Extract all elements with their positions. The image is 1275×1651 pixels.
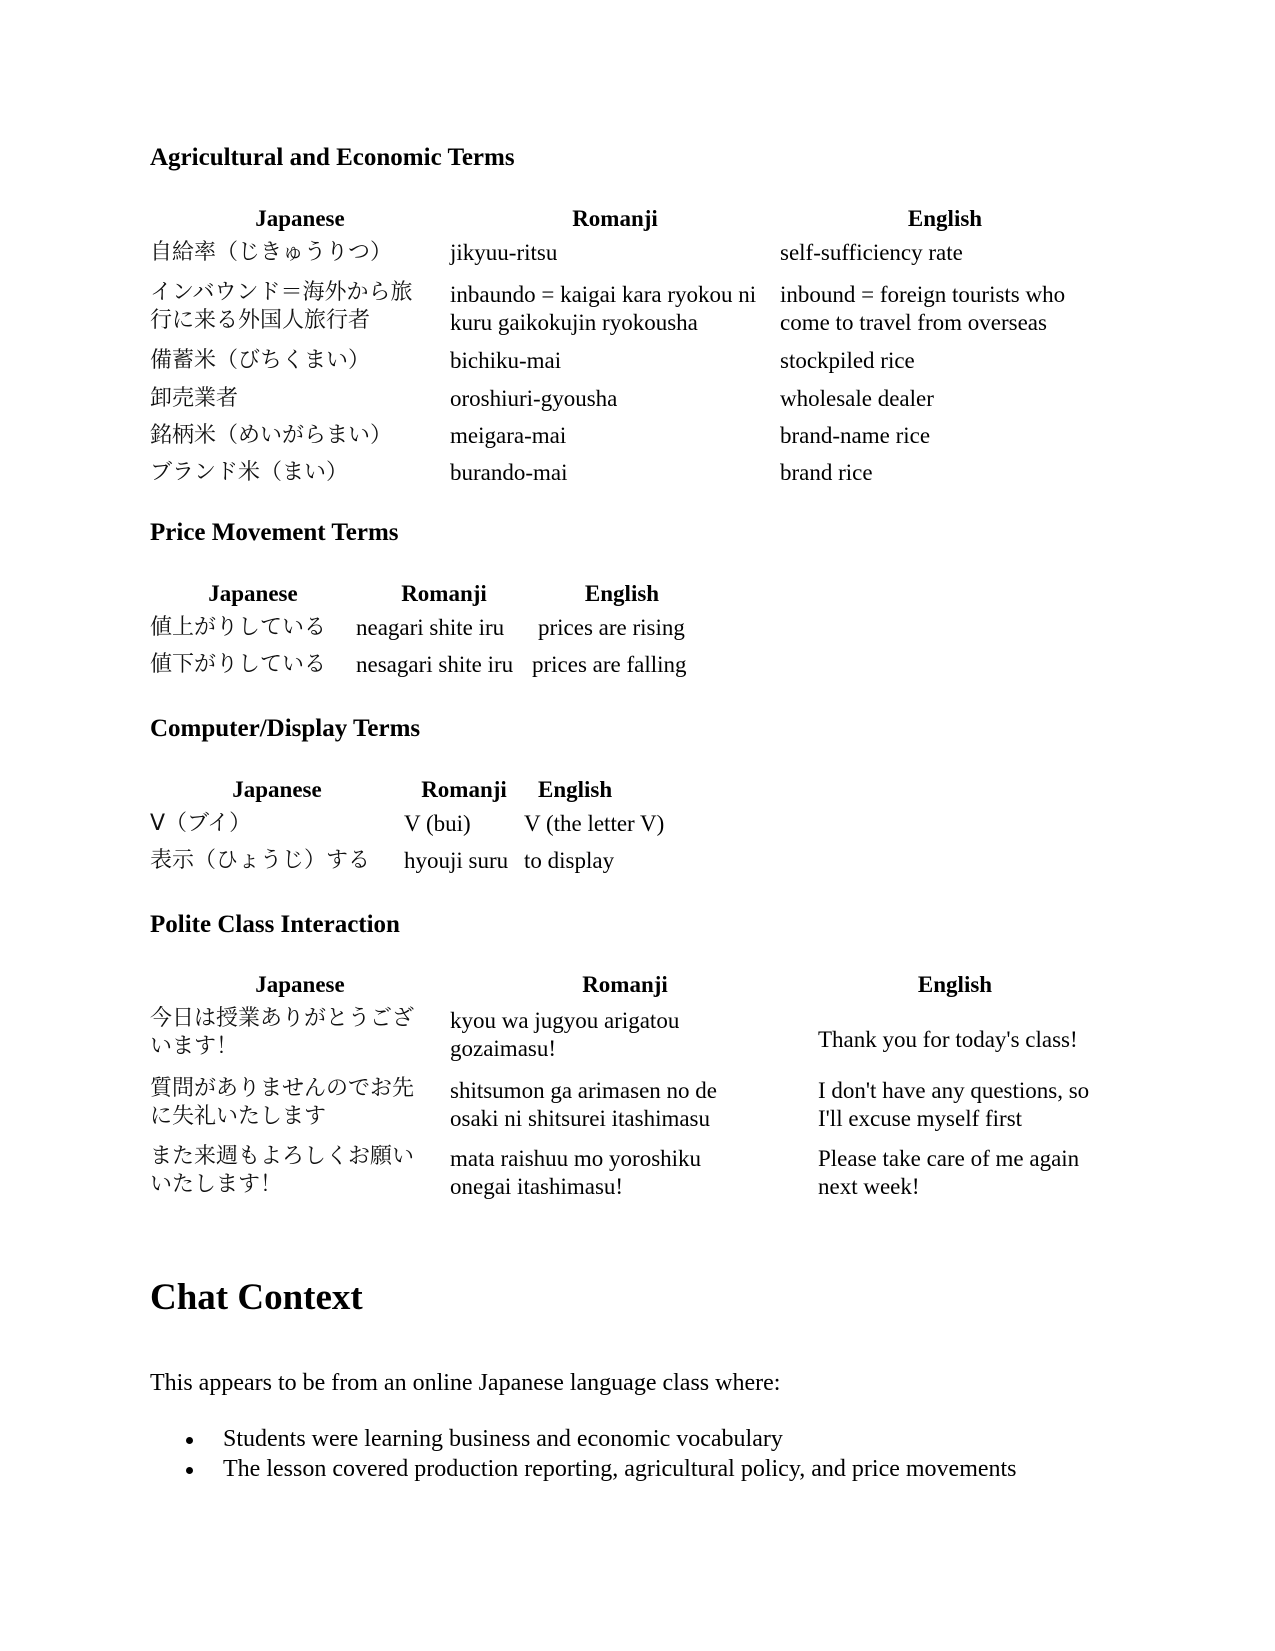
- section-heading-computer-display: Computer/Display Terms: [150, 715, 421, 742]
- romanji-cell: burando-mai: [450, 460, 568, 485]
- table-row: [150, 347, 1110, 385]
- bullet-icon: [186, 1467, 193, 1474]
- table-row: [150, 279, 1110, 347]
- chat-context-heading: Chat Context: [150, 1277, 363, 1318]
- section-heading-polite-class: Polite Class Interaction: [150, 911, 400, 938]
- romanji-cell: jikyuu-ritsu: [450, 240, 558, 265]
- table-row: [150, 1005, 1110, 1075]
- chat-context-list: [150, 1424, 1017, 1484]
- list-item-text: The lesson covered production reporting, agricultural policy, and price movements: [223, 1456, 1017, 1482]
- japanese-cell: また来週もよろしくお願いいたします！: [150, 1144, 415, 1197]
- japanese-cell: 銘柄米（めいがらまい）: [150, 423, 393, 448]
- english-cell: I don't have any questions, so I'll excuse myself first: [818, 1078, 1090, 1131]
- english-cell: brand rice: [780, 460, 873, 485]
- list-item: [150, 1424, 1017, 1454]
- romanji-cell: bichiku-mai: [450, 348, 562, 373]
- table-header-row: [150, 580, 712, 614]
- romanji-cell: oroshiuri-gyousha: [450, 386, 618, 411]
- english-cell: brand-name rice: [780, 423, 931, 448]
- section-heading-agricultural: Agricultural and Economic Terms: [150, 144, 515, 171]
- romanji-cell: kyou wa jugyou arigatou gozaimasu!: [450, 1008, 680, 1061]
- column-header-japanese: Japanese: [255, 972, 345, 997]
- japanese-cell: V（ブイ）: [150, 811, 252, 836]
- romanji-cell: neagari shite iru: [356, 615, 505, 640]
- romanji-cell: shitsumon ga arimasen no de osaki ni shitsurei itashimasu: [450, 1078, 718, 1131]
- english-cell: to display: [524, 848, 615, 873]
- table-header-row: [150, 776, 724, 810]
- column-header-romanji: Romanji: [421, 777, 507, 802]
- romanji-cell: mata raishuu mo yoroshiku onegai itashimasu!: [450, 1146, 702, 1199]
- romanji-cell: V (bui): [404, 811, 471, 836]
- english-cell: prices are rising: [538, 615, 685, 640]
- english-cell: prices are falling: [532, 652, 687, 677]
- computer-display-terms-table: [150, 776, 724, 884]
- table-row: [150, 422, 1110, 459]
- english-cell: Thank you for today's class!: [818, 1027, 1078, 1052]
- list-item-text: Students were learning business and economic vocabulary: [223, 1426, 783, 1452]
- japanese-cell: 値上がりしている: [150, 615, 327, 640]
- table-row: [150, 651, 712, 688]
- japanese-cell: 自給率（じきゅうりつ）: [150, 240, 393, 265]
- japanese-cell: 今日は授業ありがとうございます！: [150, 1006, 415, 1059]
- english-cell: Please take care of me again next week!: [818, 1146, 1080, 1199]
- table-row: [150, 239, 1110, 279]
- column-header-romanji: Romanji: [401, 581, 487, 606]
- table-row: [150, 1143, 1110, 1211]
- agricultural-terms-table: [150, 205, 1110, 493]
- price-movement-terms-table: [150, 580, 712, 688]
- table-row: [150, 810, 724, 847]
- table-row: [150, 385, 1110, 422]
- japanese-cell: インバウンド＝海外から旅行に来る外国人旅行者: [150, 280, 413, 333]
- english-cell: self-sufficiency rate: [780, 240, 963, 265]
- list-item: [150, 1454, 1017, 1484]
- table-header-row: [150, 971, 1110, 1005]
- table-row: [150, 459, 1110, 493]
- japanese-cell: ブランド米（まい）: [150, 460, 349, 485]
- english-cell: inbound = foreign tourists who come to travel from overseas: [780, 282, 1066, 335]
- table-row: [150, 614, 712, 651]
- column-header-english: English: [538, 777, 613, 802]
- column-header-english: English: [917, 972, 993, 997]
- column-header-japanese: Japanese: [255, 206, 345, 231]
- column-header-romanji: Romanji: [572, 206, 658, 231]
- column-header-english: English: [907, 206, 983, 231]
- japanese-cell: 表示（ひょうじ）する: [150, 848, 371, 873]
- column-header-english: English: [584, 581, 660, 606]
- romanji-cell: inbaundo = kaigai kara ryokou ni kuru gaikokujin ryokousha: [450, 282, 757, 335]
- japanese-cell: 卸売業者: [150, 386, 239, 411]
- polite-class-interaction-table: [150, 971, 1110, 1211]
- table-row: [150, 1075, 1110, 1143]
- romanji-cell: nesagari shite iru: [356, 652, 514, 677]
- japanese-cell: 値下がりしている: [150, 652, 327, 677]
- table-row: [150, 847, 724, 884]
- english-cell: stockpiled rice: [780, 348, 915, 373]
- english-cell: wholesale dealer: [780, 386, 934, 411]
- column-header-japanese: Japanese: [208, 581, 298, 606]
- column-header-japanese: Japanese: [232, 777, 322, 802]
- column-header-romanji: Romanji: [582, 972, 668, 997]
- romanji-cell: hyouji suru: [404, 848, 509, 873]
- bullet-icon: [186, 1437, 193, 1444]
- chat-context-intro: This appears to be from an online Japanese language class where:: [150, 1370, 781, 1396]
- table-header-row: [150, 205, 1110, 239]
- section-heading-price-movement: Price Movement Terms: [150, 519, 399, 546]
- japanese-cell: 備蓄米（びちくまい）: [150, 348, 371, 373]
- english-cell: V (the letter V): [524, 811, 665, 836]
- japanese-cell: 質問がありませんのでお先に失礼いたします: [150, 1076, 415, 1129]
- romanji-cell: meigara-mai: [450, 423, 567, 448]
